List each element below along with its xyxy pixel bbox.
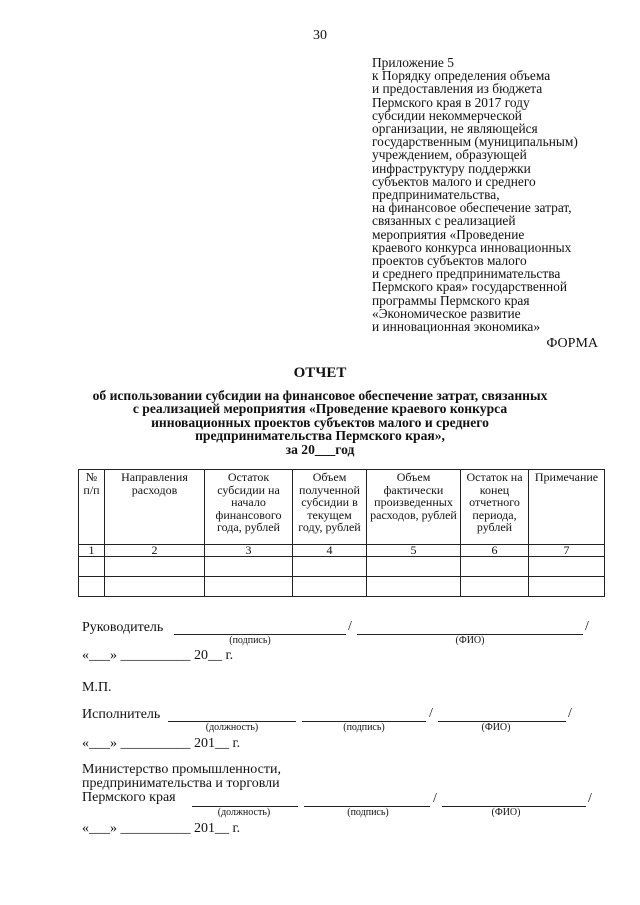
appendix-line: Пермского края в 2017 году [372,94,530,110]
appendix-line: проектов субъектов малого [372,253,527,269]
appendix-line: Приложение 5 [372,55,454,70]
head-label: Руководитель [82,620,164,635]
head-signature-caption: (подпись) [229,635,271,646]
executor-date: «___» __________ 201__ г. [82,736,241,751]
appendix-line: мероприятия «Проведение [372,226,525,242]
ministry-date: «___» __________ 201__ г. [82,821,241,836]
column-number: 7 [529,545,605,557]
appendix-line: субсидии некоммерческой [372,107,522,123]
ministry-name-caption: (ФИО) [491,807,521,818]
column-header: Объем полученной субсидии в текущем году, рублей [293,470,367,545]
appendix-line: на финансовое обеспечение затрат, [372,200,572,216]
table-cell [105,577,205,597]
column-number: 1 [79,545,105,557]
appendix-line: краевого конкурса инновационных [372,239,572,255]
ministry-position-caption: (должность) [217,807,271,818]
ministry-label-line: Министерство промышленности, [82,762,281,777]
appendix-line: связанных с реализацией [372,213,516,229]
column-number: 6 [461,545,529,557]
table-cell [205,577,293,597]
separator-slash: / [433,791,437,806]
page-number: 30 [313,28,327,43]
column-number: 4 [293,545,367,557]
ministry-signature-caption: (подпись) [347,807,389,818]
subtitle-line: предпринимательства Пермского края», [195,428,445,444]
appendix-line: инфраструктуру поддержки [372,160,531,176]
subtitle-line: об использовании субсидии на финансовое обеспечение затрат, связанных [92,388,548,403]
appendix-line: государственным (муниципальным) [372,134,578,150]
table-row [79,577,605,597]
appendix-line: субъектов малого и среднего [372,173,536,189]
table-cell [293,557,367,577]
executor-label: Исполнитель [82,707,161,722]
table-cell [529,577,605,597]
report-subtitle [60,389,580,456]
head-date: «___» __________ 20__ г. [82,648,234,663]
table-cell [461,557,529,577]
table-cell [79,577,105,597]
separator-slash: / [585,619,589,634]
separator-slash: / [568,706,572,721]
separator-slash: / [588,791,592,806]
subtitle-line: за 20___год [285,441,355,457]
table-cell [205,557,293,577]
column-number: 2 [105,545,205,557]
table-cell [367,577,461,597]
head-name-caption: (ФИО) [455,635,485,646]
ministry-label-line: Пермского края [82,790,176,805]
executor-position-caption: (должность) [205,722,259,733]
form-label: ФОРМА [546,336,598,351]
column-header: Объем фактически произведенных расходов, рублей [367,470,461,545]
column-header: Примечание [529,470,605,545]
subtitle-line: с реализацией мероприятия «Проведение краевого конкурса [132,401,508,417]
appendix-line: «Экономическое развитие [372,305,521,321]
appendix-line: Пермского края» государственной [372,279,568,295]
column-header: Остаток на конец отчетного периода, рублей [461,470,529,545]
table-header-row [79,470,605,545]
table-cell [105,557,205,577]
table-row [79,557,605,577]
appendix-line: организации, не являющейся [372,121,538,137]
table-cell [461,577,529,597]
appendix-line: и среднего предпринимательства [372,266,561,282]
appendix-line: к Порядку определения объема [372,68,551,84]
table-numbering-row [79,545,605,557]
column-header: Остаток субсидии на начало финансового года, рублей [205,470,293,545]
table-cell [79,557,105,577]
ministry-label-line: предпринимательства и торговли [82,776,280,791]
column-number: 5 [367,545,461,557]
report-title: ОТЧЕТ [293,365,347,381]
column-header: Направления расходов [105,470,205,545]
report-table [78,469,605,597]
table-cell [367,557,461,577]
appendix-line: и инновационная экономика» [372,319,541,335]
appendix-block [372,56,612,333]
appendix-line: учреждением, образующей [372,147,527,163]
executor-signature-caption: (подпись) [343,722,385,733]
appendix-line: программы Пермского края [372,292,530,308]
column-header: № п/п [79,470,105,545]
separator-slash: / [348,619,352,634]
column-number: 3 [205,545,293,557]
stamp-label: М.П. [82,680,112,695]
table-cell [293,577,367,597]
ministry-label [82,763,281,805]
subtitle-line: инновационных проектов субъектов малого и среднего [151,414,489,430]
appendix-line: предпринимательства, [372,187,500,203]
appendix-line: и предоставления из бюджета [372,81,543,97]
separator-slash: / [429,706,433,721]
executor-name-caption: (ФИО) [481,722,511,733]
table-cell [529,557,605,577]
